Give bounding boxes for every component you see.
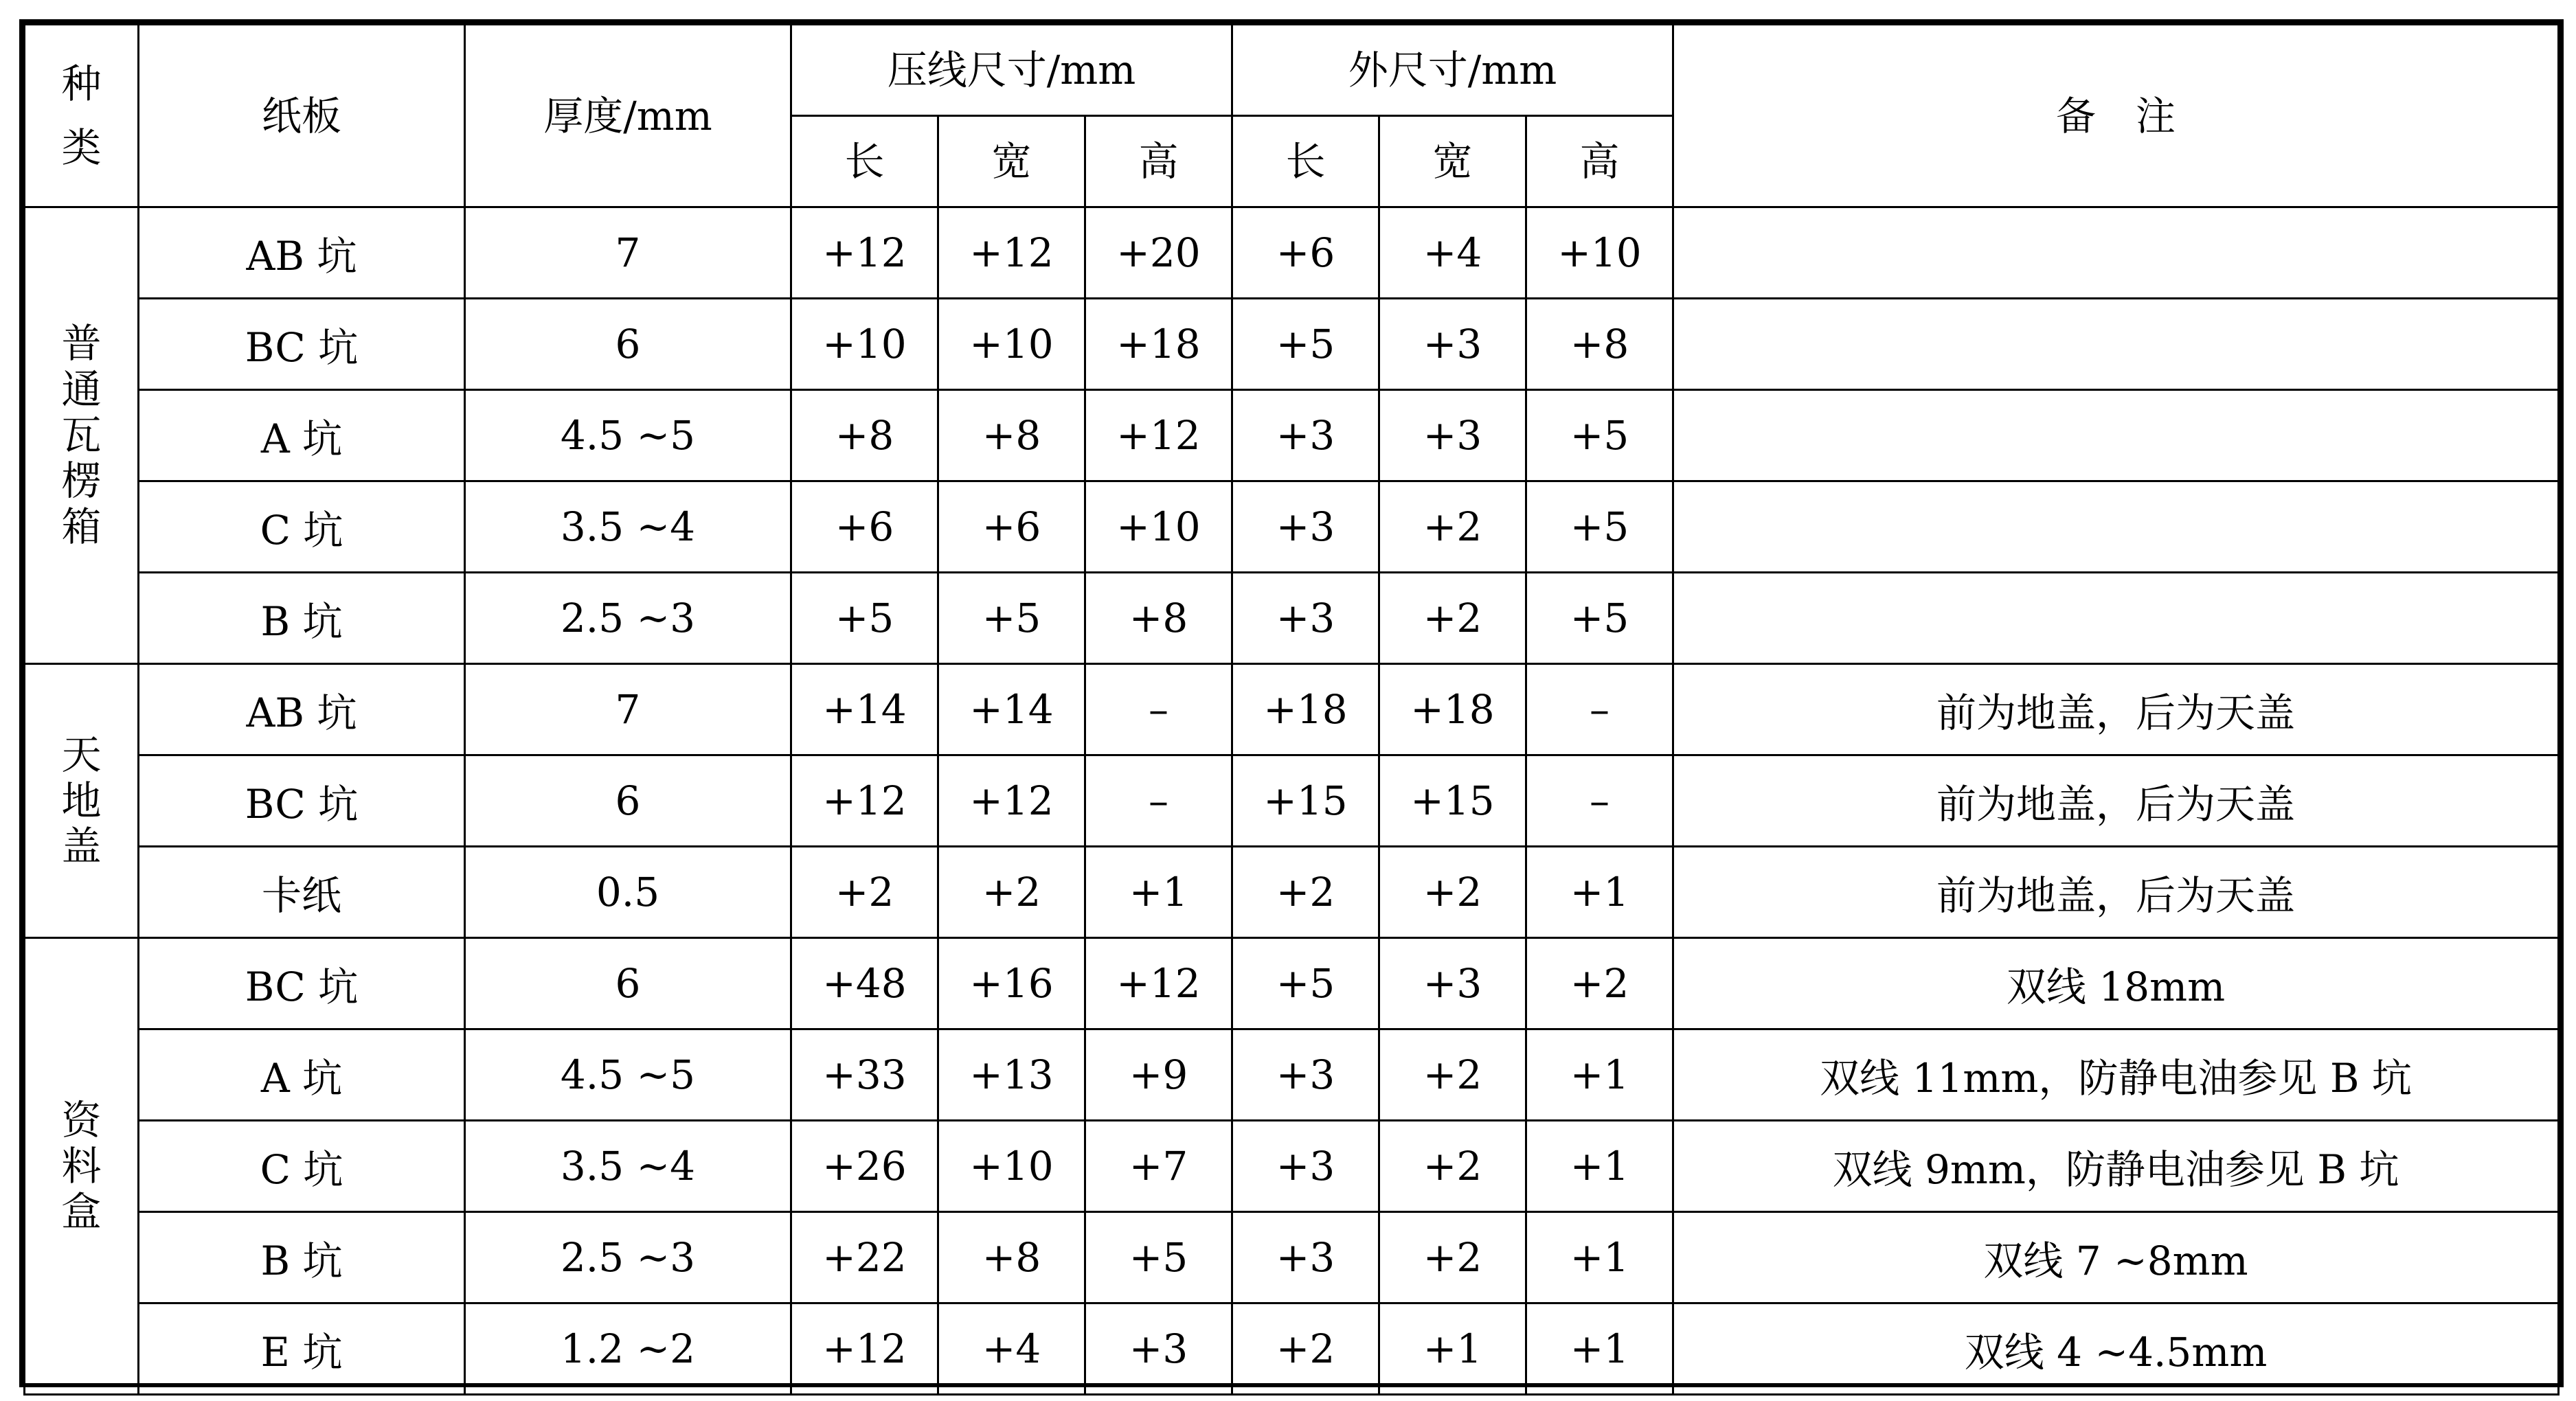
board-cell: A 坑	[139, 390, 465, 481]
press-height-cell: +12	[1085, 390, 1232, 481]
note-cell	[1673, 299, 2559, 390]
outer-height-cell: +10	[1526, 207, 1673, 299]
thickness-cell: 4.5 ~5	[465, 390, 791, 481]
outer-height-cell: +5	[1526, 481, 1673, 573]
outer-width-cell: +2	[1379, 1212, 1526, 1303]
category-char: 楞	[61, 457, 102, 505]
board-cell: B 坑	[139, 1212, 465, 1303]
table-row	[25, 390, 2559, 481]
board-cell: B 坑	[139, 573, 465, 664]
table-row	[25, 299, 2559, 390]
outer-length-cell: +5	[1232, 299, 1379, 390]
outer-height-cell: +2	[1526, 938, 1673, 1029]
outer-width-cell: +2	[1379, 1029, 1526, 1121]
header-outer-height: 高	[1526, 116, 1673, 207]
press-length-cell: +6	[791, 481, 938, 573]
board-cell: BC 坑	[139, 938, 465, 1029]
outer-height-cell: –	[1526, 755, 1673, 847]
outer-height-cell: +1	[1526, 1121, 1673, 1212]
press-length-cell: +5	[791, 573, 938, 664]
header-outer-width: 宽	[1379, 116, 1526, 207]
note-cell: 前为地盖，后为天盖	[1673, 755, 2559, 847]
press-length-cell: +12	[791, 1303, 938, 1395]
thickness-cell: 6	[465, 755, 791, 847]
category-char: 料	[61, 1142, 102, 1189]
press-width-cell: +2	[938, 847, 1085, 938]
note-cell: 前为地盖，后为天盖	[1673, 664, 2559, 755]
note-cell: 双线 7 ~8mm	[1673, 1212, 2559, 1303]
category-char: 盒	[61, 1188, 102, 1235]
thickness-cell: 0.5	[465, 847, 791, 938]
press-width-cell: +13	[938, 1029, 1085, 1121]
outer-width-cell: +3	[1379, 299, 1526, 390]
header-press-size: 压线尺寸/mm	[791, 25, 1232, 116]
note-cell: 双线 18mm	[1673, 938, 2559, 1029]
press-width-cell: +8	[938, 390, 1085, 481]
note-cell: 双线 11mm，防静电油参见 B 坑	[1673, 1029, 2559, 1121]
press-length-cell: +22	[791, 1212, 938, 1303]
table-body	[25, 207, 2559, 1395]
press-length-cell: +8	[791, 390, 938, 481]
table-row	[25, 1121, 2559, 1212]
press-width-cell: +16	[938, 938, 1085, 1029]
board-cell: C 坑	[139, 481, 465, 573]
category-char: 盖	[61, 823, 102, 870]
category-cell	[25, 207, 139, 664]
press-height-cell: +18	[1085, 299, 1232, 390]
outer-length-cell: +2	[1232, 1303, 1379, 1395]
header-thickness: 厚度/mm	[465, 25, 791, 207]
note-cell: 双线 9mm，防静电油参见 B 坑	[1673, 1121, 2559, 1212]
thickness-cell: 7	[465, 664, 791, 755]
press-height-cell: –	[1085, 664, 1232, 755]
outer-length-cell: +3	[1232, 573, 1379, 664]
outer-width-cell: +2	[1379, 1121, 1526, 1212]
outer-length-cell: +3	[1232, 1029, 1379, 1121]
outer-width-cell: +4	[1379, 207, 1526, 299]
thickness-cell: 4.5 ~5	[465, 1029, 791, 1121]
press-height-cell: +1	[1085, 847, 1232, 938]
press-length-cell: +48	[791, 938, 938, 1029]
outer-height-cell: +8	[1526, 299, 1673, 390]
category-char: 瓦	[61, 411, 102, 459]
board-cell: A 坑	[139, 1029, 465, 1121]
thickness-cell: 6	[465, 299, 791, 390]
thickness-cell: 2.5 ~3	[465, 573, 791, 664]
press-height-cell: +5	[1085, 1212, 1232, 1303]
outer-width-cell: +2	[1379, 481, 1526, 573]
note-cell	[1673, 390, 2559, 481]
outer-width-cell: +2	[1379, 573, 1526, 664]
press-height-cell: +8	[1085, 573, 1232, 664]
board-cell: BC 坑	[139, 755, 465, 847]
thickness-cell: 7	[465, 207, 791, 299]
note-cell	[1673, 573, 2559, 664]
outer-length-cell: +5	[1232, 938, 1379, 1029]
header-press-height: 高	[1085, 116, 1232, 207]
press-length-cell: +26	[791, 1121, 938, 1212]
header-kind-char: 种	[61, 60, 102, 107]
outer-length-cell: +6	[1232, 207, 1379, 299]
press-width-cell: +14	[938, 664, 1085, 755]
outer-width-cell: +3	[1379, 938, 1526, 1029]
table-row	[25, 1212, 2559, 1303]
outer-width-cell: +1	[1379, 1303, 1526, 1395]
outer-height-cell: +1	[1526, 847, 1673, 938]
press-width-cell: +10	[938, 299, 1085, 390]
table-row	[25, 1303, 2559, 1395]
press-height-cell: +10	[1085, 481, 1232, 573]
note-cell: 双线 4 ~4.5mm	[1673, 1303, 2559, 1395]
category-char: 普	[61, 320, 102, 367]
table-row	[25, 1029, 2559, 1121]
outer-length-cell: +3	[1232, 481, 1379, 573]
outer-width-cell: +15	[1379, 755, 1526, 847]
table-row	[25, 481, 2559, 573]
spec-table-frame	[19, 19, 2564, 1387]
board-cell: AB 坑	[139, 664, 465, 755]
outer-height-cell: +5	[1526, 390, 1673, 481]
thickness-cell: 3.5 ~4	[465, 481, 791, 573]
header-press-length: 长	[791, 116, 938, 207]
outer-length-cell: +3	[1232, 1121, 1379, 1212]
thickness-cell: 3.5 ~4	[465, 1121, 791, 1212]
press-length-cell: +33	[791, 1029, 938, 1121]
note-cell	[1673, 207, 2559, 299]
outer-length-cell: +2	[1232, 847, 1379, 938]
press-height-cell: +9	[1085, 1029, 1232, 1121]
press-height-cell: +7	[1085, 1121, 1232, 1212]
press-height-cell: +3	[1085, 1303, 1232, 1395]
board-cell: 卡纸	[139, 847, 465, 938]
category-char: 资	[61, 1096, 102, 1143]
board-cell: AB 坑	[139, 207, 465, 299]
header-kind-char: 类	[61, 124, 102, 171]
press-length-cell: +14	[791, 664, 938, 755]
note-cell	[1673, 481, 2559, 573]
outer-width-cell: +18	[1379, 664, 1526, 755]
table-row	[25, 938, 2559, 1029]
table-row	[25, 664, 2559, 755]
header-note: 备 注	[1673, 25, 2559, 207]
outer-length-cell: +15	[1232, 755, 1379, 847]
category-char: 通	[61, 365, 102, 413]
table-row	[25, 207, 2559, 299]
category-cell	[25, 938, 139, 1395]
press-height-cell: +12	[1085, 938, 1232, 1029]
outer-width-cell: +3	[1379, 390, 1526, 481]
press-length-cell: +10	[791, 299, 938, 390]
outer-length-cell: +18	[1232, 664, 1379, 755]
press-height-cell: +20	[1085, 207, 1232, 299]
board-cell: C 坑	[139, 1121, 465, 1212]
board-cell: BC 坑	[139, 299, 465, 390]
carton-spec-table	[23, 23, 2560, 1396]
header-row-1	[25, 25, 2559, 116]
outer-height-cell: +1	[1526, 1303, 1673, 1395]
press-width-cell: +12	[938, 207, 1085, 299]
outer-width-cell: +2	[1379, 847, 1526, 938]
press-length-cell: +2	[791, 847, 938, 938]
table-row	[25, 847, 2559, 938]
thickness-cell: 2.5 ~3	[465, 1212, 791, 1303]
table-row	[25, 573, 2559, 664]
thickness-cell: 6	[465, 938, 791, 1029]
press-width-cell: +8	[938, 1212, 1085, 1303]
outer-length-cell: +3	[1232, 390, 1379, 481]
press-width-cell: +6	[938, 481, 1085, 573]
outer-height-cell: +1	[1526, 1029, 1673, 1121]
category-char: 地	[61, 777, 102, 824]
press-length-cell: +12	[791, 755, 938, 847]
thickness-cell: 1.2 ~2	[465, 1303, 791, 1395]
category-char: 天	[61, 731, 102, 778]
outer-height-cell: +1	[1526, 1212, 1673, 1303]
press-length-cell: +12	[791, 207, 938, 299]
outer-height-cell: –	[1526, 664, 1673, 755]
press-width-cell: +12	[938, 755, 1085, 847]
table-row	[25, 755, 2559, 847]
press-height-cell: –	[1085, 755, 1232, 847]
header-outer-length: 长	[1232, 116, 1379, 207]
press-width-cell: +5	[938, 573, 1085, 664]
note-cell: 前为地盖，后为天盖	[1673, 847, 2559, 938]
outer-length-cell: +3	[1232, 1212, 1379, 1303]
press-width-cell: +4	[938, 1303, 1085, 1395]
category-char: 箱	[61, 503, 102, 551]
category-cell	[25, 664, 139, 938]
header-kind	[25, 25, 139, 207]
header-board: 纸板	[139, 25, 465, 207]
board-cell: E 坑	[139, 1303, 465, 1395]
press-width-cell: +10	[938, 1121, 1085, 1212]
header-press-width: 宽	[938, 116, 1085, 207]
header-outer-size: 外尺寸/mm	[1232, 25, 1673, 116]
outer-height-cell: +5	[1526, 573, 1673, 664]
